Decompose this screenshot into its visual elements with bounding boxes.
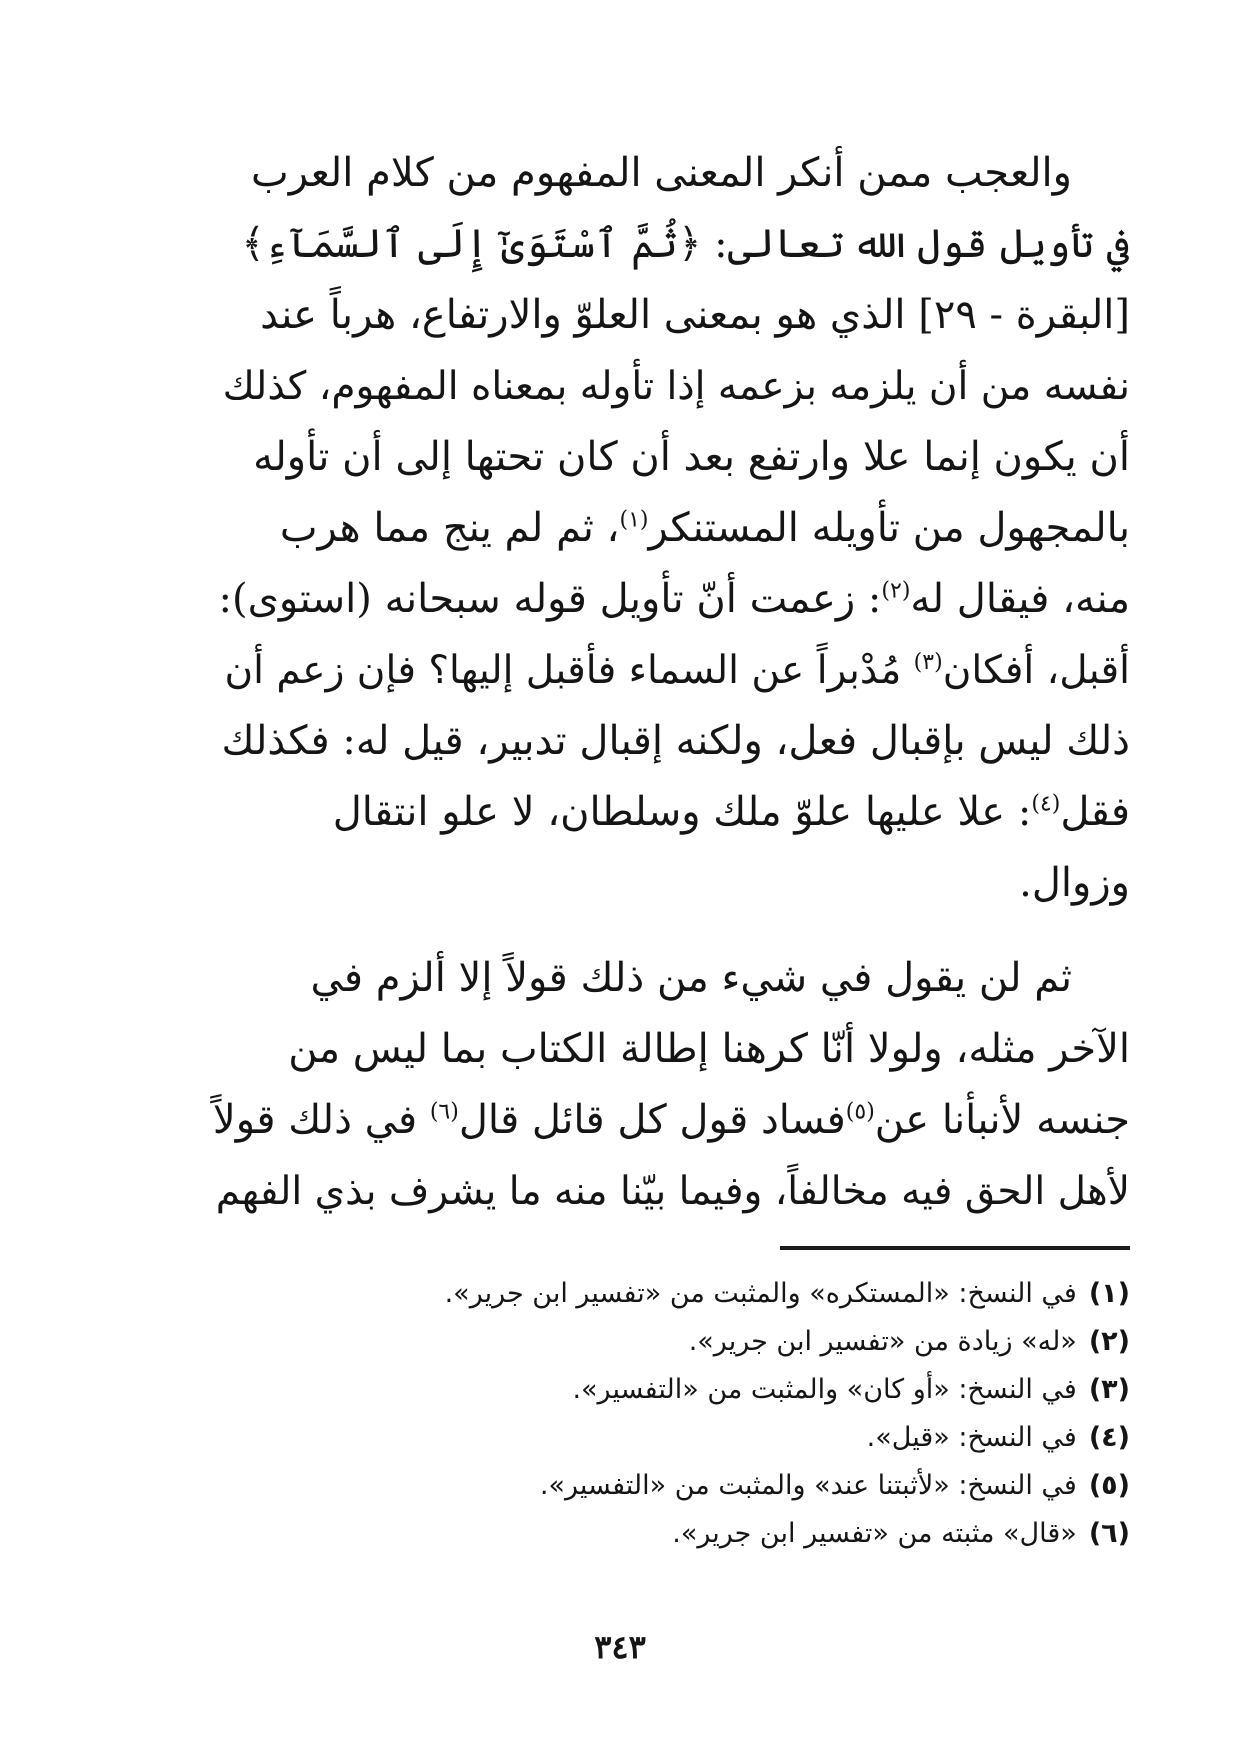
footnote-number: (٥) — [1088, 1470, 1130, 1501]
paragraph — [208, 138, 1130, 919]
footnotes — [300, 1270, 1130, 1558]
footnote-text: في النسخ: «لأثبتنا عند» والمثبت من «التفسير». — [539, 1470, 1077, 1501]
footnote-number: (٢) — [1088, 1326, 1130, 1357]
footnote-text: في النسخ: «أو كان» والمثبت من «التفسير». — [572, 1374, 1077, 1405]
paragraph — [208, 943, 1130, 1227]
footnote-text: في النسخ: «المستكره» والمثبت من «تفسير ابن جرير». — [444, 1278, 1077, 1309]
footnote-marker: (٥) — [845, 1099, 875, 1125]
text-segment: بالمجهول من تأويله المستنكر — [648, 505, 1130, 551]
text-line: والعجب ممن أنكر المعنى المفهوم من كلام العرب — [251, 150, 1072, 196]
text-line — [208, 777, 1130, 848]
text-segment: منه، فيقال له — [910, 576, 1130, 622]
text-segment: جنسه لأنبأنا عن — [874, 1097, 1130, 1143]
text-segment: فساد قول كل قائل قال — [458, 1097, 846, 1143]
text-line: [البقرة - ٢٩] الذي هو بمعنى العلوّ والارتفاع، هرباً عند — [260, 292, 1130, 338]
footnote — [300, 1270, 1130, 1318]
text-segment: في ذلك قولاً — [212, 1097, 430, 1143]
footnote — [300, 1366, 1130, 1414]
footnote-marker: (٢) — [881, 578, 911, 604]
footnote-marker: (٤) — [1031, 791, 1061, 817]
page-number: ٣٤٣ — [594, 1628, 646, 1666]
text-segment: : زعمت أنّ تأويل قوله سبحانه (استوى): — [218, 576, 882, 622]
text-segment: مُدْبراً عن السماء فأقبل إليها؟ فإن زعم أن — [224, 648, 914, 693]
text-segment: ، ثم لم ينج مما هرب — [279, 505, 620, 551]
text-segment: : علا عليها علوّ ملك وسلطان، لا علو انتقال — [332, 789, 1032, 835]
footnote-marker: (٦) — [429, 1099, 459, 1125]
text-line: الآخر مثله، ولولا أنّا كرهنا إطالة الكتاب بما ليس من — [288, 1026, 1130, 1072]
footnote-divider — [780, 1246, 1130, 1250]
text-line: ذلك ليس بإقبال فعل، ولكنه إقبال تدبير، قيل له: فكذلك — [221, 718, 1130, 764]
text-line: وزوال. — [1019, 860, 1130, 906]
footnote — [300, 1510, 1130, 1558]
text-line: نفسه من أن يلزمه بزعمه إذا تأوله بمعناه المفهوم، كذلك — [222, 364, 1130, 409]
footnote-number: (١) — [1088, 1278, 1130, 1309]
text-line: في تأويل قول الله تعالى: ﴿ثُمَّ ٱسْتَوَىٰٓ إِلَى ٱلسَّمَآءِ﴾ — [241, 221, 1130, 267]
text-line — [208, 564, 1130, 635]
text-line: ثم لن يقول في شيء من ذلك قولاً إلا ألزم في — [310, 955, 1072, 1001]
text-line — [208, 635, 1130, 706]
footnote-text: في النسخ: «قيل». — [866, 1422, 1077, 1453]
text-line — [208, 1085, 1130, 1156]
main-text — [208, 138, 1130, 1227]
footnote-marker: (١) — [619, 507, 649, 533]
footnote-number: (٣) — [1088, 1374, 1130, 1405]
text-line: لأهل الحق فيه مخالفاً، وفيما بيّنا منه ما يشرف بذي الفهم — [215, 1169, 1130, 1214]
footnote-text: «قال» مثبته من «تفسير ابن جرير». — [672, 1518, 1077, 1549]
footnote — [300, 1414, 1130, 1462]
footnote — [300, 1318, 1130, 1366]
text-segment: أقبل، أفكان — [942, 648, 1130, 693]
footnote-number: (٦) — [1088, 1518, 1130, 1549]
text-line: أن يكون إنما علا وارتفع بعد أن كان تحتها إلى أن تأوله — [253, 434, 1130, 480]
footnote-marker: (٣) — [913, 650, 943, 675]
footnote — [300, 1462, 1130, 1510]
text-line — [208, 493, 1130, 564]
footnote-number: (٤) — [1088, 1422, 1130, 1453]
footnote-text: «له» زيادة من «تفسير ابن جرير». — [688, 1326, 1077, 1357]
text-segment: فقل — [1060, 789, 1130, 835]
